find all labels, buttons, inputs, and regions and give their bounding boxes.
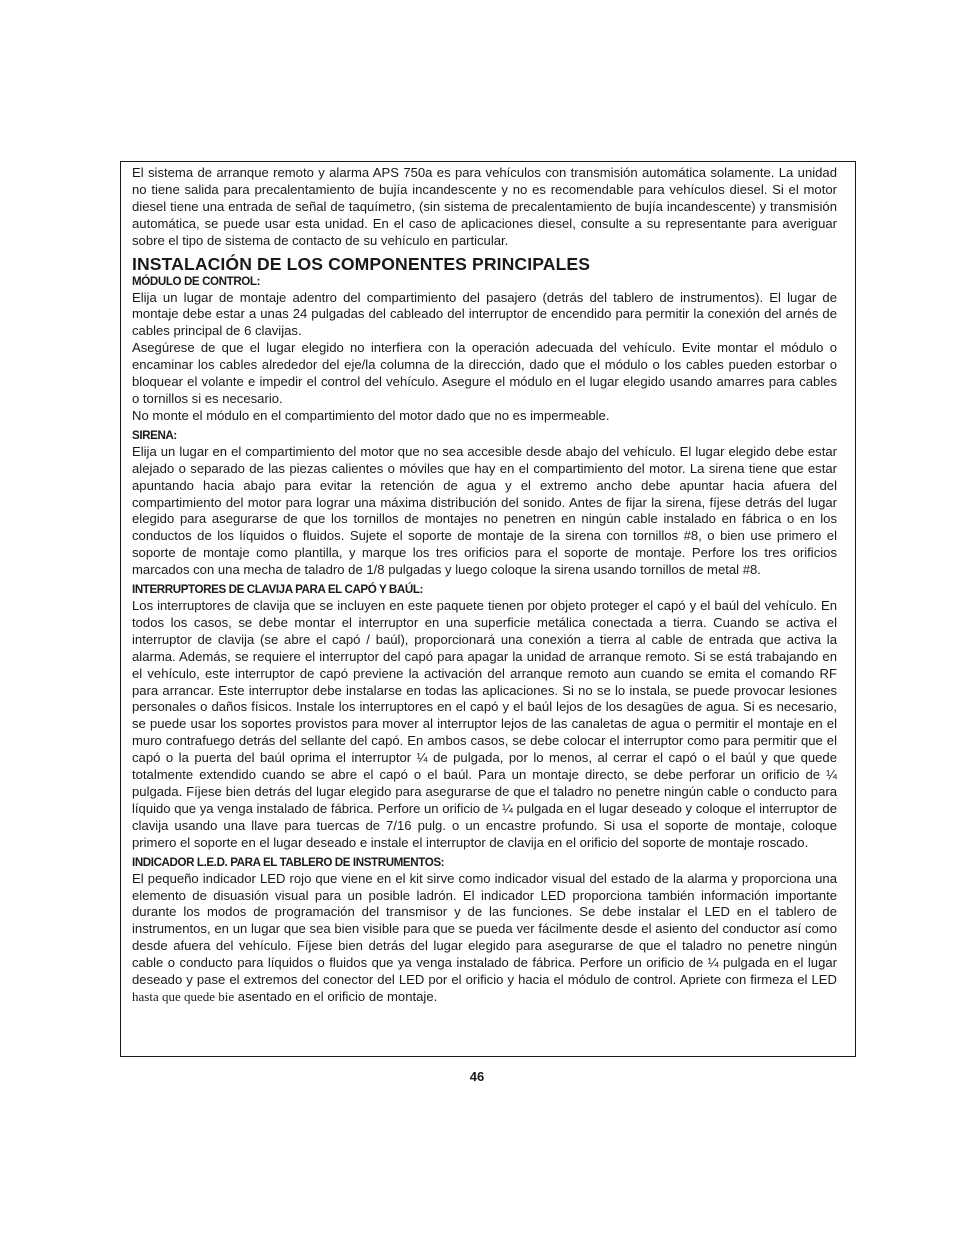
- heading-interruptores: INTERRUPTORES DE CLAVIJA PARA EL CAPÓ Y BAÚL:: [132, 583, 423, 597]
- page-content: [132, 165, 837, 1006]
- indicador-text-end: asentado en el orificio de montaje.: [234, 988, 438, 1004]
- page-number: 46: [469, 1069, 485, 1084]
- heading-indicador-led: INDICADOR L.E.D. PARA EL TABLERO DE INSTRUMENTOS:: [132, 855, 445, 869]
- page-frame: [120, 161, 856, 1057]
- sirena-paragraph: Elija un lugar en el compartimiento del motor que no sea accesible desde abajo del vehículo. El lugar elegido debe estar alejado o separado de las piezas calientes o móviles que hay en el compartimiento del motor. La sirena tiene que estar apuntando hacia abajo para evitar la retención de agua y el extremo ancho debe apuntar hacia afuera del compartimiento del motor para lograr una máxima distribución del sonido. Antes de fijar la sirena, fíjese detrás del lugar elegido para asegurarse de que los tornillos de montajes no penetren en ningún cable instalado en fábrica o en los conductos de los líquidos o fluidos. Sujete el soporte de montaje de la sirena con tornillos #8, o bien use primero el soporte de montaje como plantilla, y marque los tres orificios para el soporte de montaje. Perfore los tres orificios marcados con una mecha de taladro de 1/8 pulgadas y luego coloque la sirena usando tornillos de metal #8.: [132, 443, 837, 578]
- indicador-paragraph: [132, 871, 837, 1006]
- heading-sirena: SIRENA:: [132, 428, 177, 442]
- modulo-paragraph-3: No monte el módulo en el compartimiento del motor dado que no es impermeable.: [132, 407, 610, 423]
- modulo-paragraph-2: Asegúrese de que el lugar elegido no interfiera con la operación adecuada del vehículo. Evite montar el módulo o encaminar los cables alrededor del eje/la columna de la dirección, dado que el módulo o los cables pueden estorbar o bloquear el volante e impedir el control del vehículo. Asegure el módulo en el lugar elegido usando amarres para cables o tornillos si es necesario.: [132, 340, 837, 406]
- modulo-paragraph-1: Elija un lugar de montaje adentro del compartimiento del pasajero (detrás del tablero de instrumentos). El lugar de montaje debe estar a unas 24 pulgadas del cableado del interruptor de encendido para permitir la conexión del arnés de cables principal de 6 clavijas.: [132, 289, 837, 339]
- section-title: INSTALACIÓN DE LOS COMPONENTES PRINCIPALES: [132, 253, 591, 274]
- interruptores-paragraph: Los interruptores de clavija que se incluyen en este paquete tienen por objeto proteger el capó y el baúl del vehículo. En todos los casos, se debe montar el interruptor en una superficie metálica conectada a tierra. Cuando se activa el interruptor de clavija (se abre el capó / baúl), proporcionará una conexión a tierra al cable de entrada que activa la alarma. Además, se requiere el interruptor del capó para apagar la unidad de arranque remoto. Si se está trabajando en el vehículo, este interruptor de capó previene la activación del arranque remoto aun cuando se emita el comando RF para arrancar. Este interruptor debe instalarse en todas las aplicaciones. Si no se lo instala, se puede provocar lesiones personales o daños físicos. Instale los interruptores en el capó y el baúl lejos de los desagües de agua. Si es necesario, se puede usar los soportes provistos para mover al interruptor lejos de las canaletas de agua o permitir el montaje en el muro contrafuego detrás del sellante del capó. En ambos casos, se debe colocar el interruptor como para permitir que el capó o la puerta del baúl oprima el interruptor ¼ de pulgada, por lo menos, al cerrar el capó o el baúl y que quede totalmente extendido cuando se abre el capó o el baúl. Para un montaje directo, se debe perforar un orificio de ¼ pulgada. Fíjese bien detrás del lugar elegido para asegurarse de que el taladro no penetre ningún cable o conducto para líquido que ya venga instalado de fábrica. Perfore un orificio de ¼ pulgada en el lugar deseado y coloque el interruptor de clavija usando una llave para tuercas de 7/16 pulg. o un encastre profundo. Si usa el soporte de montaje, coloque primero el soporte en el lugar deseado e instale el interruptor de clavija en el orificio del soporte de montaje roscado.: [132, 598, 837, 850]
- indicador-text-serif-fragment: hasta que quede bie: [132, 988, 235, 1004]
- indicador-text-main: El pequeño indicador LED rojo que viene en el kit sirve como indicador visual del estado de la alarma y proporciona una elemento de disuasión visual para un posible ladrón. El indicador LED proporciona también información importante durante los modos de programación del transmisor y de las funciones. Se debe instalar el LED en el tablero de instrumentos, en un lugar que sea bien visible para que se pueda ver fácilmente desde el asiento del conductor así como desde afuera del vehículo. Fíjese bien detrás del lugar elegido para asegurarse de que el taladro no penetre ningún cable o conducto para líquidos o fluidos que ya venga instalado de fábrica. Perfore un orificio de ¼ pulgada en el lugar deseado y pase el extremos del conector del LED por el orificio y hacia el módulo de control. Apriete con firmeza el LED: [132, 870, 837, 988]
- heading-modulo-control: MÓDULO DE CONTROL:: [132, 274, 261, 288]
- intro-paragraph: El sistema de arranque remoto y alarma APS 750a es para vehículos con transmisión automática solamente. La unidad no tiene salida para precalentamiento de bujía incandescente y no es recomendable para vehículos diesel. Si el motor diesel tiene una entrada de señal de taquímetro, (sin sistema de precalentamiento de bujía incandescente) y transmisión automática, se puede usar esta unidad. En el caso de aplicaciones diesel, consulte a su representante para averiguar sobre el tipo de sistema de contacto de su vehículo en particular.: [132, 165, 837, 248]
